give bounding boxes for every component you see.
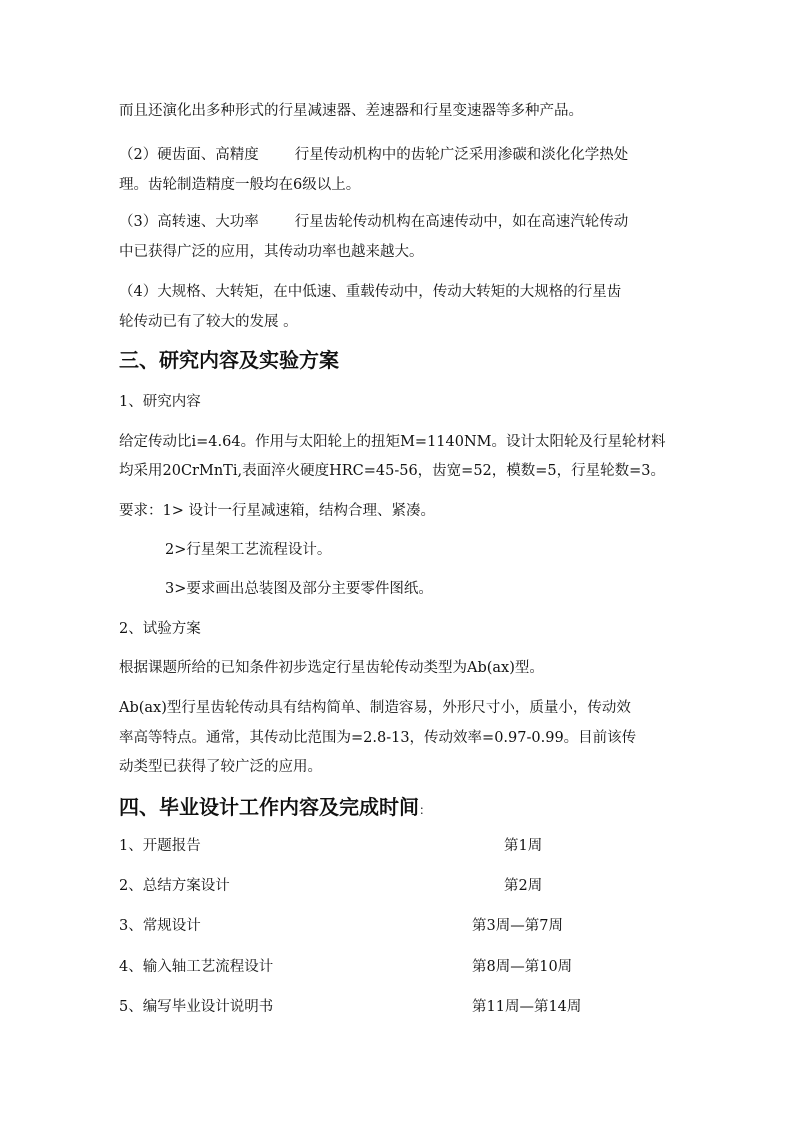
paragraph-line: 根据课题所给的已知条件初步选定行星齿轮传动类型为Ab(ax)型。 xyxy=(119,660,544,676)
paragraph-line: 均采用20CrMnTi,表面淬火硬度HRC=45-56，齿宽=52，模数=5，行星轮数=3。 xyxy=(119,463,666,479)
paragraph-line: Ab(ax)型行星齿轮传动具有结构简单、制造容易，外形尺寸小，质量小，传动效 xyxy=(119,700,631,716)
schedule-time: 第3周—第7周 xyxy=(472,918,563,934)
requirement-item: 2>行星架工艺流程设计。 xyxy=(165,542,332,558)
paragraph-line: 理。齿轮制造精度一般均在6级以上。 xyxy=(119,177,361,193)
subsection-heading: 1、研究内容 xyxy=(119,394,201,410)
paragraph-line xyxy=(119,145,628,165)
section-heading: 三、研究内容及实验方案 xyxy=(119,348,339,372)
section-heading xyxy=(119,794,431,823)
paragraph-line xyxy=(119,212,628,232)
schedule-task: 4、输入轴工艺流程设计 xyxy=(119,959,274,975)
heading-colon: ： xyxy=(419,803,432,817)
schedule-time: 第1周 xyxy=(504,838,543,854)
subsection-heading: 2、试验方案 xyxy=(119,621,201,637)
paragraph-line: 而且还演化出多种形式的行星减速器、差速器和行星变速器等多种产品。 xyxy=(119,103,583,119)
schedule-time: 第2周 xyxy=(504,878,543,894)
item-heading: （2）硬齿面、高精度 xyxy=(119,147,259,163)
item-text: 行星齿轮传动机构在高速传动中，如在高速汽轮传动 xyxy=(294,214,629,230)
paragraph-line: 动类型已获得了较广泛的应用。 xyxy=(119,759,322,775)
paragraph-line: 中已获得广泛的应用，其传动功率也越来越大。 xyxy=(119,244,424,260)
item-heading: （3）高转速、大功率 xyxy=(119,214,259,230)
schedule-task: 2、总结方案设计 xyxy=(119,878,230,894)
schedule-task: 5、编写毕业设计说明书 xyxy=(119,999,274,1015)
paragraph-line: （4）大规格、大转矩，在中低速、重载传动中，传动大转矩的大规格的行星齿 xyxy=(119,284,622,300)
paragraph-line: 率高等特点。通常，其传动比范围为=2.8-13，传动效率=0.97-0.99。目前该传 xyxy=(119,730,637,746)
schedule-time: 第11周—第14周 xyxy=(472,999,582,1015)
item-text: 行星传动机构中的齿轮广泛采用渗碳和淡化化学热处 xyxy=(294,147,629,163)
paragraph-line: 轮传动已有了较大的发展 。 xyxy=(119,314,298,330)
paragraph-line: 给定传动比i=4.64。作用与太阳轮上的扭矩M=1140NM。设计太阳轮及行星轮材料 xyxy=(119,434,666,450)
schedule-task: 1、开题报告 xyxy=(119,838,201,854)
schedule-time: 第8周—第10周 xyxy=(472,959,573,975)
section-title: 四、毕业设计工作内容及完成时间 xyxy=(119,795,419,819)
schedule-task: 3、常规设计 xyxy=(119,918,201,934)
requirement-item: 要求：1> 设计一行星减速箱，结构合理、紧凑。 xyxy=(119,503,435,519)
requirement-item: 3>要求画出总装图及部分主要零件图纸。 xyxy=(165,581,433,597)
